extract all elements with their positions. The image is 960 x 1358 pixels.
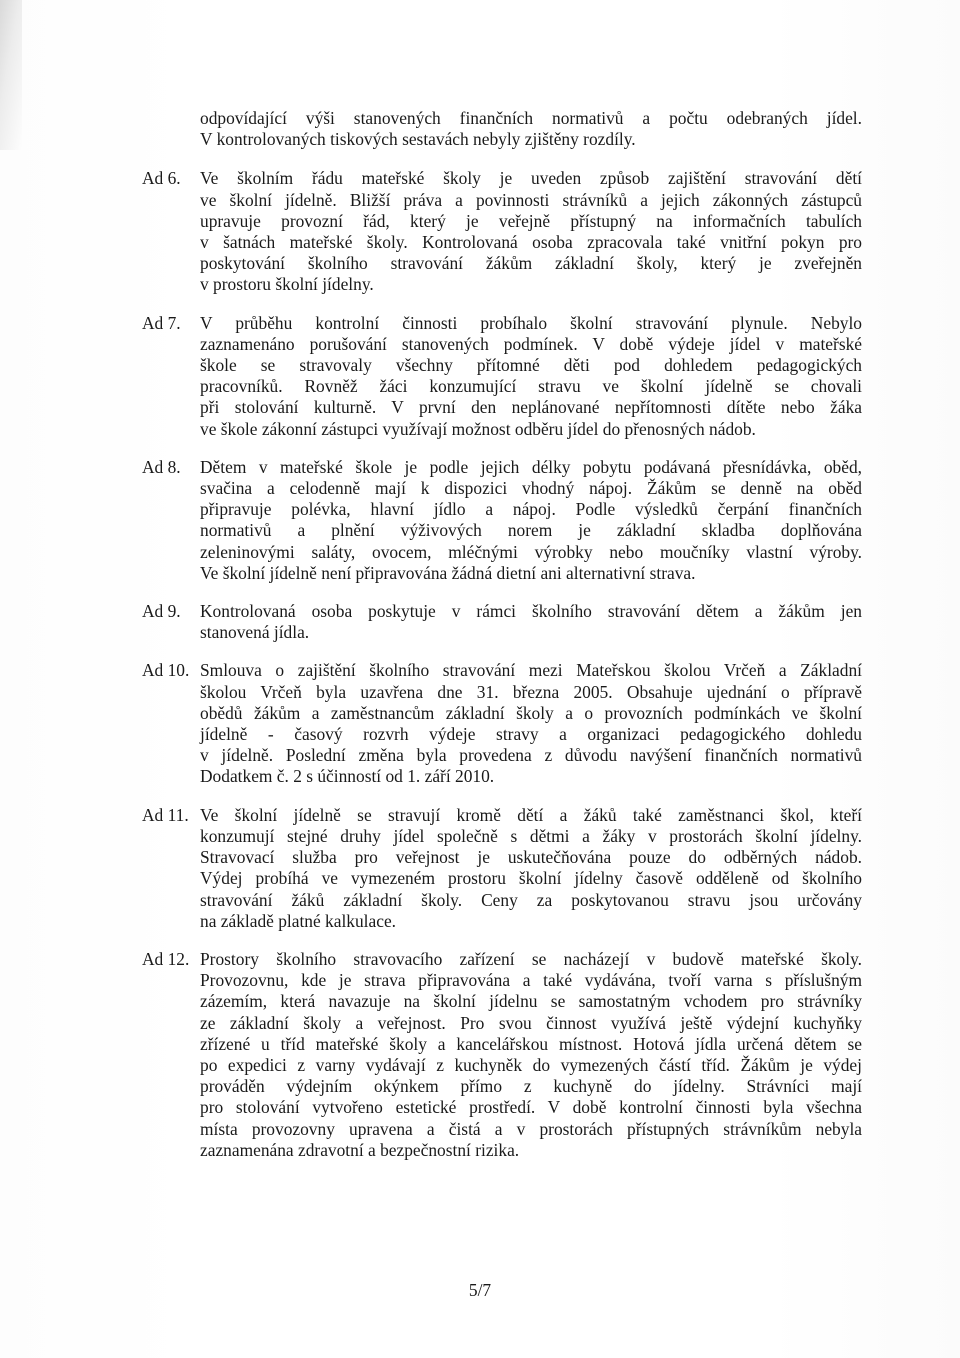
text-line: ve školní jídelně. Bližší práva a povinnosti strávníků a jejich zákonných zástupců [200, 189, 862, 210]
text-line: v prostoru školní jídelny. [200, 274, 374, 295]
text-line: Kontrolovaná osoba poskytuje v rámci školního stravování dětem a žákům jen [200, 601, 862, 622]
ad-paragraph [200, 660, 862, 787]
ad-paragraph [200, 949, 862, 1161]
ad-label: Ad 11. [142, 804, 189, 825]
text-line: stanovená jídla. [200, 622, 310, 643]
ad-label: Ad 6. [142, 168, 181, 189]
ad-label: Ad 12. [142, 948, 190, 969]
text-line: pracovníků. Rovněž žáci konzumující stravu ve školní jídelně se chovali [200, 376, 862, 397]
text-line: konzumují stejné druhy jídel společně s dětmi a žáky v prostorách školní jídelny. [200, 825, 862, 846]
text-line: školou Vrčeň byla uzavřena dne 31. března 2005. Obsahuje ujednání o přípravě [200, 681, 862, 702]
page-fold-shadow [0, 0, 22, 150]
text-line: ze základní školy a veřejnost. Pro svou činnost využívá ještě výdejní kuchyňky [200, 1012, 862, 1033]
text-line: poskytování školního stravování žákům základní školy, který je zveřejněn [200, 253, 862, 274]
ad-item-8 [142, 457, 862, 584]
ad-paragraph [200, 601, 862, 643]
ad-item-11 [142, 805, 862, 932]
text-line: Provozovnu, kde je strava připravována a také vydávána, tvoří varna s příslušným [200, 970, 862, 991]
text-line: jídelně - časový rozvrh výdeje stravy a organizaci pedagogického dohledu [200, 724, 862, 745]
text-line: po expedici z varny vydávají z kuchyněk do vymezených částí tříd. Žákům je výdej [200, 1054, 862, 1075]
text-line: Stravovací služba pro veřejnost je uskutečňována pouze do odběrných nádob. [200, 847, 862, 868]
text-line: na základě platné kalkulace. [200, 910, 397, 931]
text-line: Dodatkem č. 2 s účinností od 1. září 2010. [200, 766, 495, 787]
ad-paragraph [200, 805, 862, 932]
text-line: zaznamenáno porušování stanovených podmínek. V době výdeje jídel v mateřské [200, 333, 862, 354]
ad-label: Ad 10. [142, 660, 190, 681]
text-line: Dětem v mateřské škole je podle jejich délky pobytu podávaná přesnídávka, oběd, [200, 456, 862, 477]
text-line: Smlouva o zajištění školního stravování mezi Mateřskou školou Vrčeň a Základní [200, 660, 862, 681]
text-line: v jídelně. Poslední změna byla provedena z důvodu navýšení finančních normativů [200, 745, 862, 766]
text-line: Výdej probíhá ve vymezeném prostoru školní jídelny časově odděleně od školního [200, 868, 862, 889]
text-line: škole se stravovaly všechny přítomné děti pod dohledem pedagogických [200, 355, 862, 376]
text-line: upravuje provozní řád, který je veřejně přístupný na informačních tabulích [200, 210, 862, 231]
ad-item-6 [142, 168, 862, 295]
text-line: Prostory školního stravovacího zařízení se nacházejí v budově mateřské školy. [200, 948, 862, 969]
text-line: obědů žákům a zaměstnancům základní školy a o provozních podmínkách ve školní [200, 702, 862, 723]
ad-item-9 [142, 601, 862, 643]
text-line: Ve školní jídelně není připravována žádná dietní ani alternativní strava. [200, 562, 696, 583]
text-line: pro stolování vytvořeno estetické prostředí. V době kontrolní činnosti byla všechna [200, 1097, 862, 1118]
text-line: prováděn výdejním okýnkem přímo z kuchyně do jídelny. Strávníci mají [200, 1076, 862, 1097]
ad-paragraph [200, 313, 862, 440]
ad-label: Ad 9. [142, 601, 181, 622]
text-line: zaznamenána zdravotní a bezpečnostní rizika. [200, 1139, 520, 1160]
text-line: normativů a plnění výživových norem je základní skladba doplňována [200, 520, 862, 541]
text-line: odpovídající výši stanovených finančních normativů a počtu odebraných jídel. [200, 108, 862, 128]
page-number: 5/7 [468, 1280, 492, 1300]
text-line: Ve školním řádu mateřské školy je uveden způsob zajištění stravování dětí [200, 168, 862, 189]
intro-paragraph [200, 108, 862, 150]
text-line: zřízené u tříd mateřské školy a kancelářskou místnost. Hotová jídla určená dětem se [200, 1033, 862, 1054]
text-line: při stolování kulturně. V první den neplánované nepřítomnosti dítěte nebo žáka [200, 397, 862, 418]
text-line: připravuje polévka, hlavní jídlo a nápoj. Podle výsledků čerpání finančních [200, 499, 862, 520]
text-line: Ve školní jídelně se stravují kromě dětí a žáků také zaměstnanci škol, kteří [200, 804, 862, 825]
text-line: V kontrolovaných tiskových sestavách nebyly zjištěny rozdíly. [200, 129, 636, 150]
ad-item-10 [142, 660, 862, 787]
text-line: zázemím, která navazuje na školní jídelnu se samostatným vchodem pro strávníky [200, 991, 862, 1012]
ad-item-7 [142, 313, 862, 440]
ad-label: Ad 7. [142, 312, 181, 333]
text-line: zeleninovými saláty, ovocem, mléčnými výrobky nebo moučníky vlastní výroby. [200, 541, 862, 562]
ad-paragraph [200, 168, 862, 295]
text-line: svačina a celodenně mají k dispozici vhodný nápoj. Žákům se denně na oběd [200, 478, 862, 499]
ad-item-12 [142, 949, 862, 1161]
ad-label: Ad 8. [142, 456, 181, 477]
text-line: ve škole zákonní zástupci využívají možnost odběru jídel do přenosných nádob. [200, 418, 756, 439]
text-line: stravování žáků základní školy. Ceny za poskytovanou stravu jsou určovány [200, 889, 862, 910]
ad-paragraph [200, 457, 862, 584]
text-line: V průběhu kontrolní činnosti probíhalo školní stravování plynule. Nebylo [200, 312, 862, 333]
document-body [142, 108, 862, 1178]
text-line: místa provozovny upravena a čistá a v prostorách přístupných strávníkům nebyla [200, 1118, 862, 1139]
text-line: v šatnách mateřské školy. Kontrolovaná osoba zpracovala také vnitřní pokyn pro [200, 232, 862, 253]
items-list [142, 168, 862, 1161]
